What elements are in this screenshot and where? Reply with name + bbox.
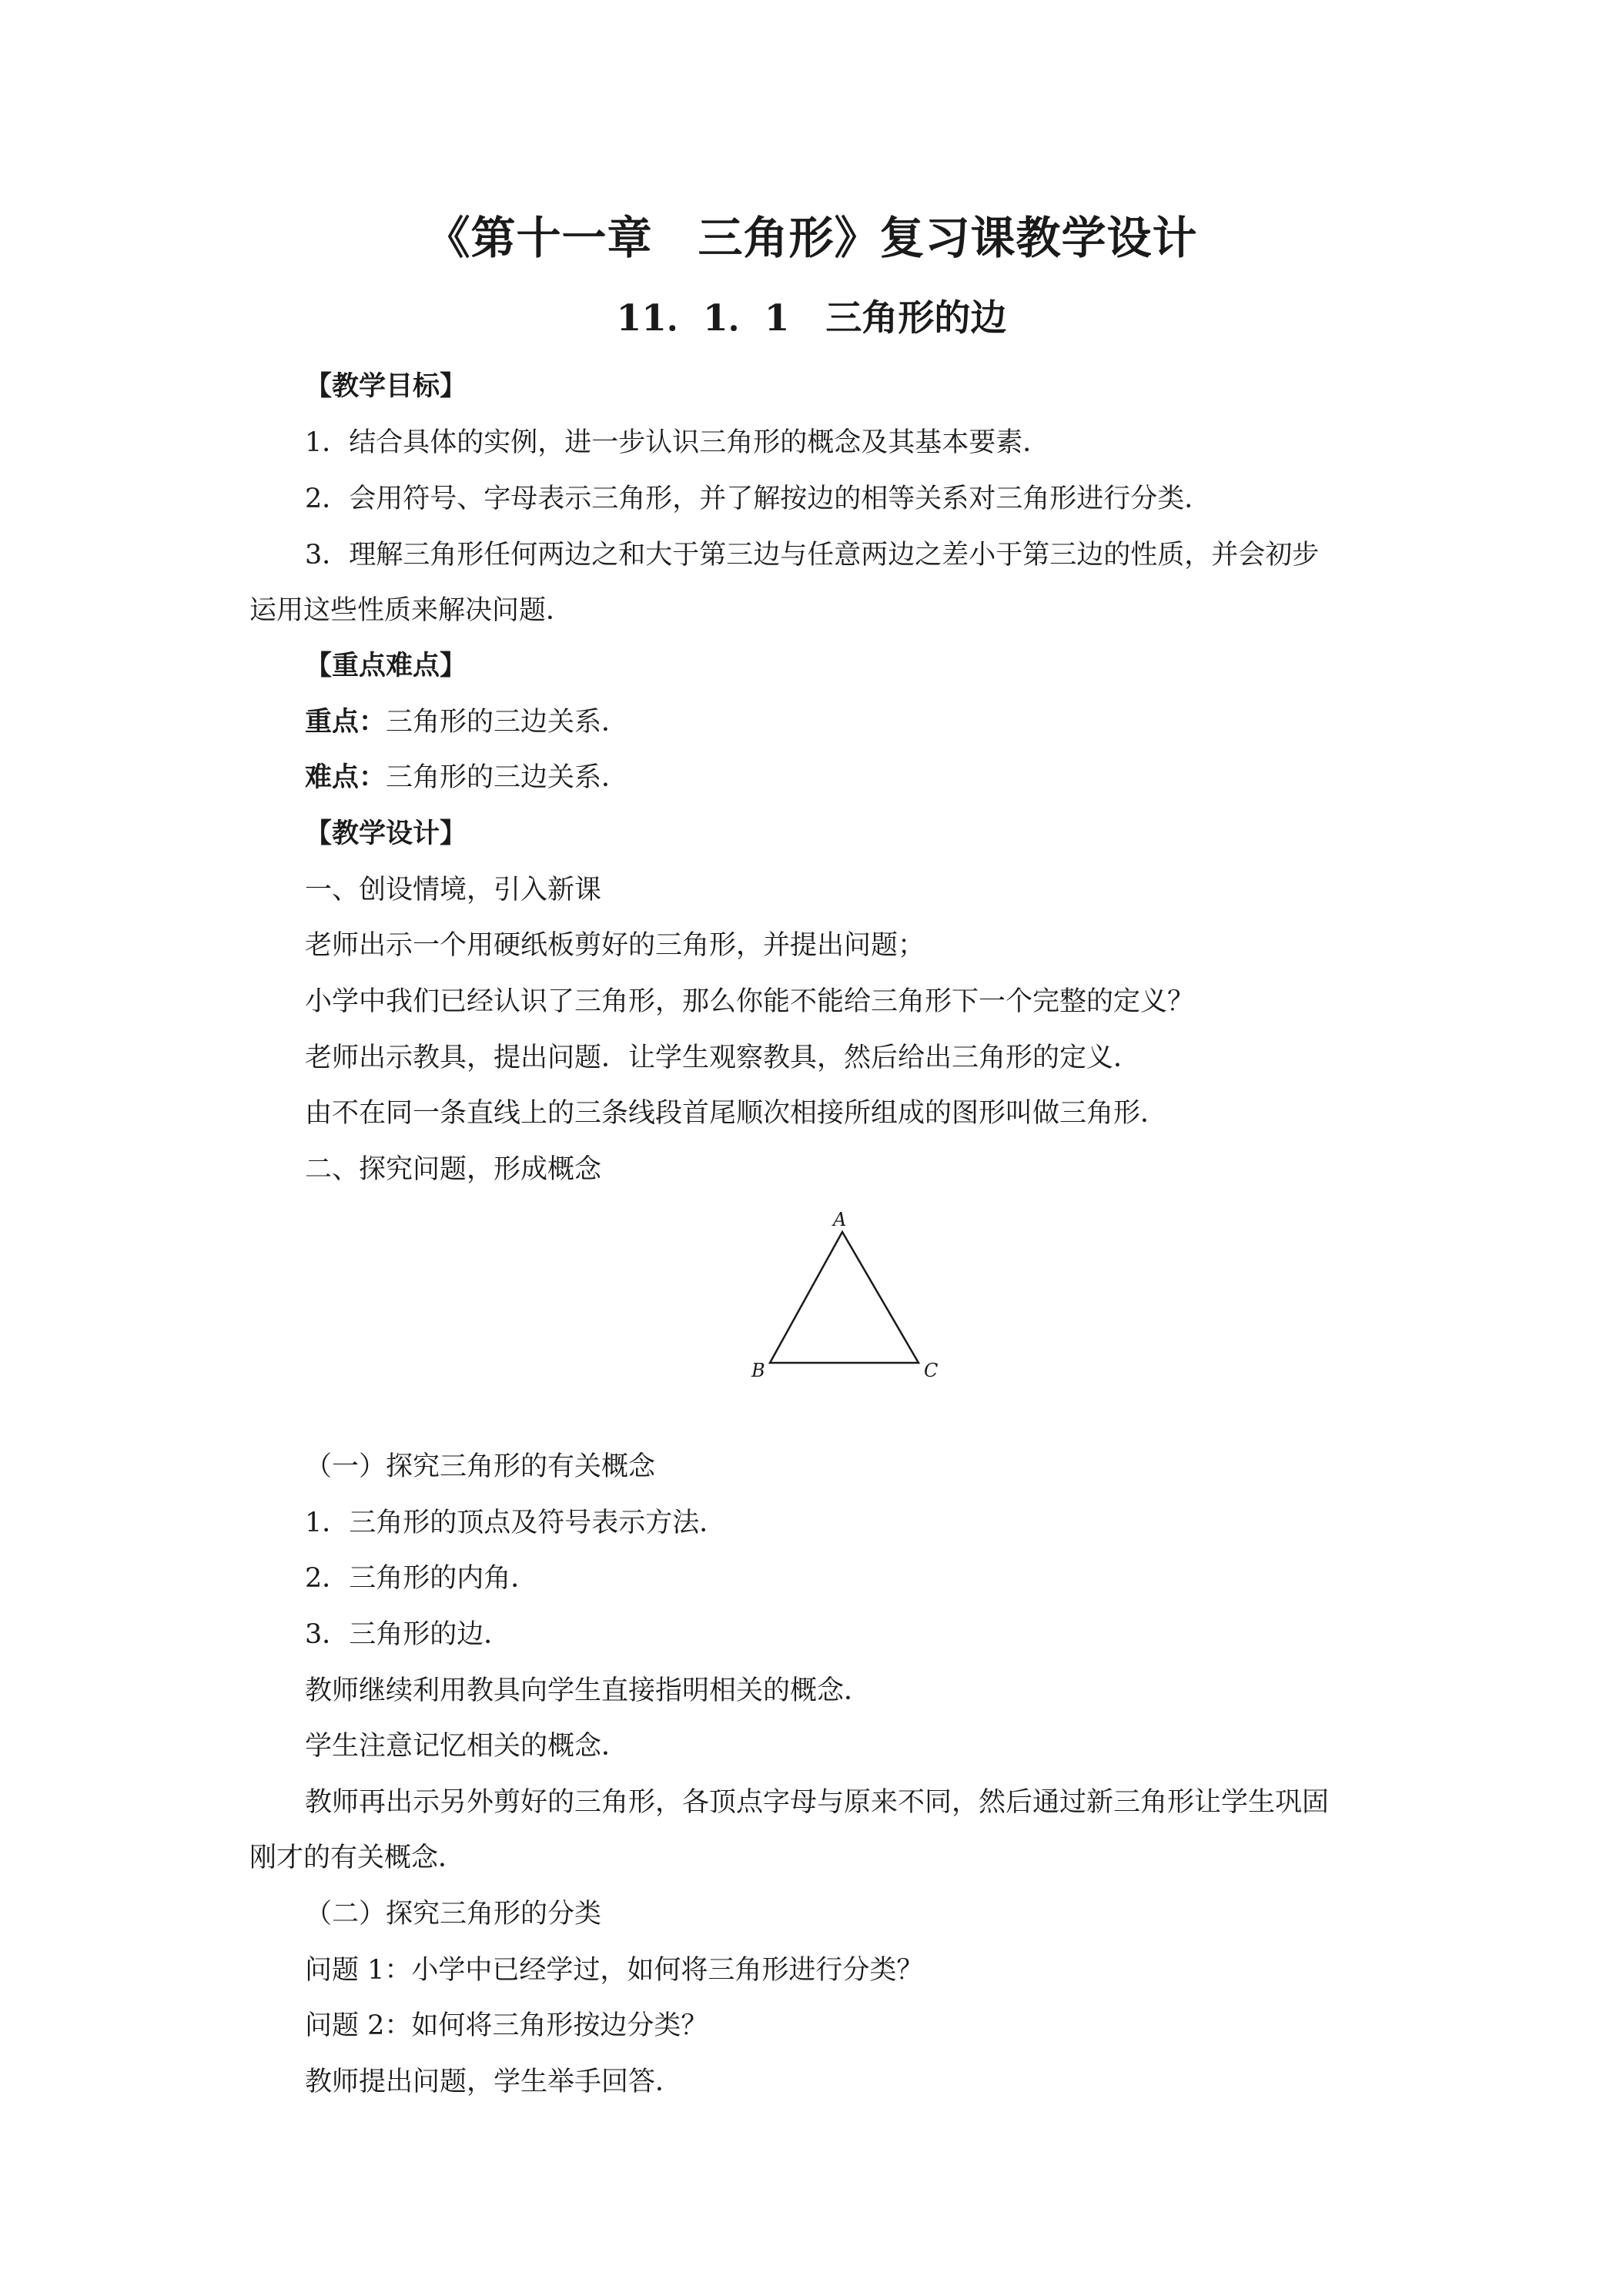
keypoints-heading [0,649,1623,683]
vertex-label-b: B [751,1360,765,1381]
concept-item-1: 1．三角形的顶点及符号表示方法． [305,1508,727,1538]
paragraph-1: 老师出示一个用硬纸板剪好的三角形，并提出问题； [305,930,925,961]
concept-item-2: 2．三角形的内角． [305,1563,538,1594]
goal-item-3-line2: 运用这些性质来解决问题． [249,595,574,626]
question-2: 问题 2：如何将三角形按边分类？ [305,2010,708,2041]
goals-heading-text: 【教学目标】 [305,370,467,402]
paragraph-4: 由不在同一条直线上的三条线段首尾顺次相接所组成的图形叫做三角形． [305,1098,1168,1129]
goal-item-1: 1．结合具体的实例，进一步认识三角形的概念及其基本要素． [305,427,1050,458]
difficulty-point-text: 三角形的三边关系． [386,762,629,793]
triangle-figure [739,1201,962,1394]
triangle-diagram [739,1201,962,1394]
difficulty-point [0,761,1623,795]
question-1: 问题 1：小学中已经学过，如何将三角形进行分类？ [305,1955,924,1986]
design-heading-text: 【教学设计】 [305,818,467,849]
goal-item-3-line1: 3．理解三角形任何两边之和大于第三边与任意两边之差小于第三边的性质，并会初步 [305,540,1320,571]
paragraph-7-line1: 教师再出示另外剪好的三角形，各顶点字母与原来不同，然后通过新三角形让学生巩固 [305,1787,1330,1818]
part2-title: 二、探究问题，形成概念 [305,1154,602,1185]
paragraph-7-line2: 刚才的有关概念． [249,1842,466,1873]
paragraph-5: 教师继续利用教具向学生直接指明相关的概念． [305,1675,872,1706]
goal-item-2: 2．会用符号、字母表示三角形，并了解按边的相等关系对三角形进行分类． [305,484,1212,514]
paragraph-2: 小学中我们已经认识了三角形，那么你能不能给三角形下一个完整的定义？ [305,986,1195,1017]
goals-heading [0,370,1623,403]
key-point-text: 三角形的三边关系． [386,707,629,738]
key-point [0,705,1623,739]
difficulty-point-label: 难点： [305,761,387,793]
design-heading [0,817,1623,851]
part1-title: 一、创设情境，引入新课 [305,875,602,905]
subsection-2-title: （二）探究三角形的分类 [305,1899,602,1930]
vertex-label-a: A [833,1209,847,1230]
section-subtitle: 11．1．1 三角形的边 [616,297,1007,340]
paragraph-8: 教师提出问题，学生举手回答． [305,2067,683,2097]
paragraph-3: 老师出示教具，提出问题．让学生观察教具，然后给出三角形的定义． [305,1043,1141,1073]
key-point-label: 重点： [305,706,387,738]
subsection-1-title: （一）探究三角形的有关概念 [305,1451,656,1482]
paragraph-6: 学生注意记忆相关的概念． [305,1731,629,1762]
document-title: 《第十一章 三角形》复习课教学设计 [425,212,1198,264]
keypoints-heading-text: 【重点难点】 [305,650,467,681]
concept-item-3: 3．三角形的边． [305,1619,511,1650]
vertex-label-c: C [924,1360,939,1381]
triangle-abc [770,1232,919,1363]
